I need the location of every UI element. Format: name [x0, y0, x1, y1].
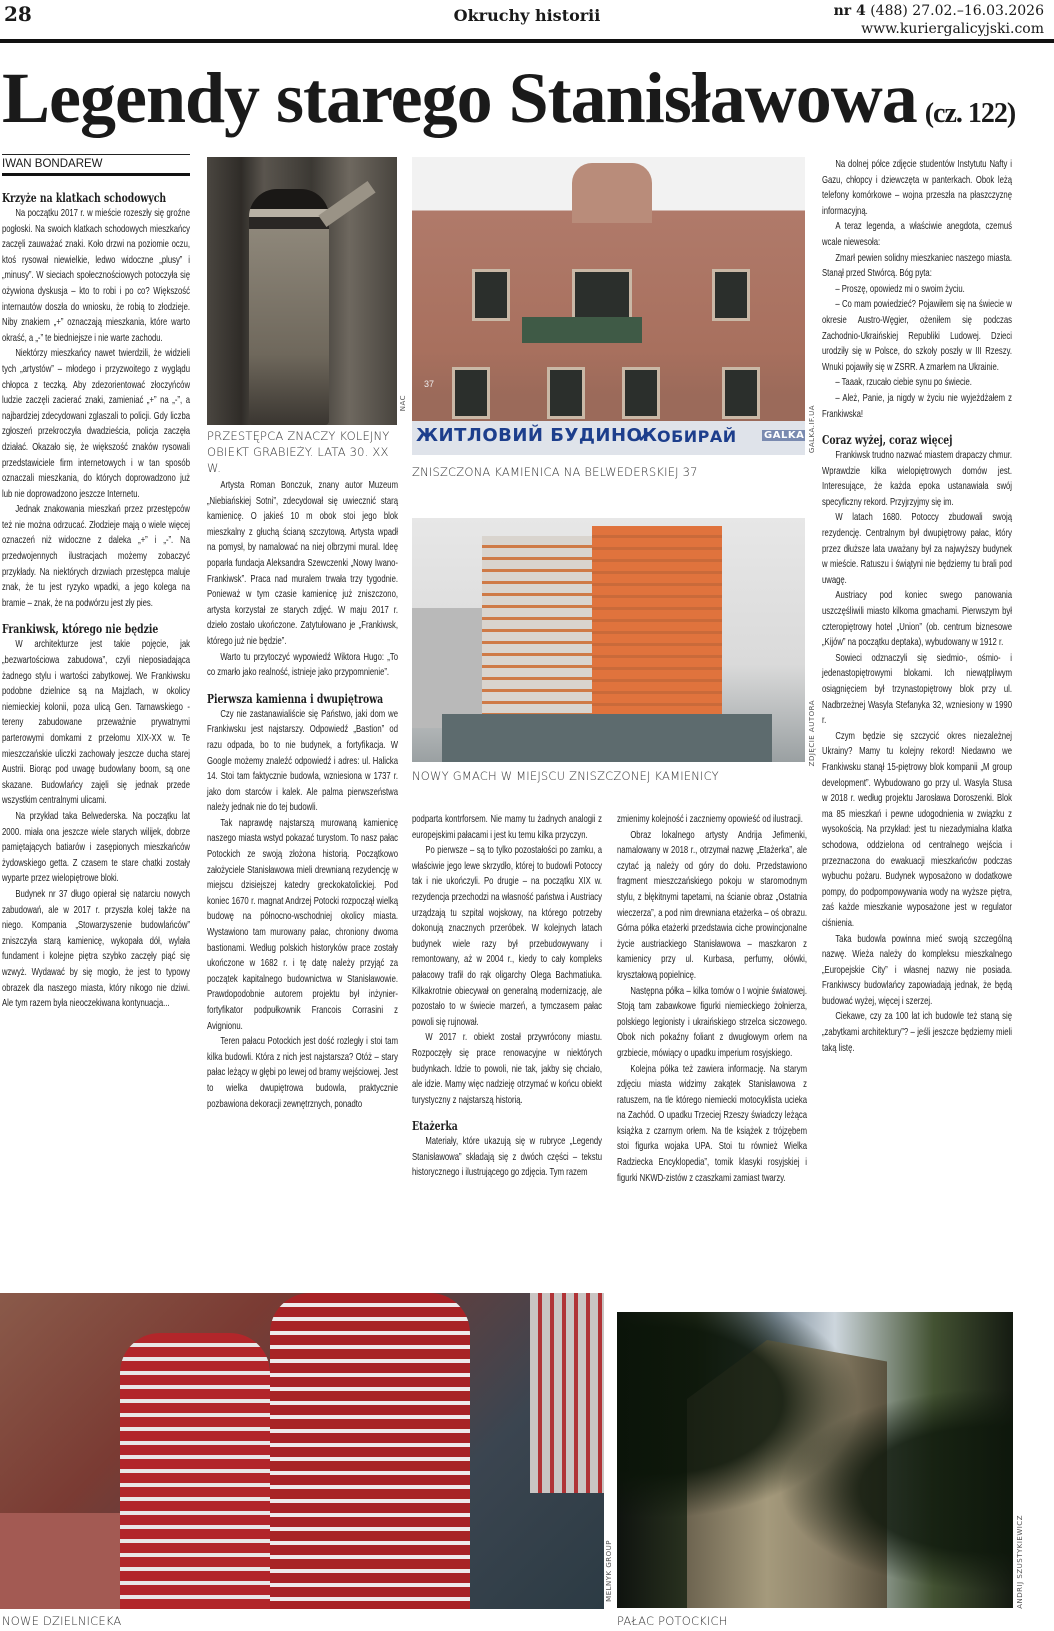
paragraph: Taka budowla powinna mieć swoją szczególną nazwę. Wieża należy do kompleksu mieszkalnego „Europejskie City” i własnej nazwy nie posiada. Frankiwscy budowlańcy zapowiadają jednak, że będą budować wyżej, więcej i szerzej.	[822, 933, 1012, 1007]
photo-banner	[412, 421, 805, 455]
paragraph: – Taaak, rzucało ciebie synu po świecie.	[835, 377, 972, 389]
paragraph: W latach 1680. Potoccy zbudowali swoją rezydencję. Centralnym był dwupiętrowy pałac, który przez dłuższe lata uważany był za najwyższy budynek w mieście. Ratuszu i świątyni nie będziemy tu brali pod uwagę.	[822, 512, 1012, 586]
banner-text-left: ЖИТЛОВИЙ БУДИНОК	[416, 425, 658, 446]
paragraph: Obraz lokalnego artysty Andrija Jefimenki, namalowany w 2018 r., otrzymał nazwę „Etażerka”, ale czytać ją należy od góry do dołu. Przedstawiono fragment mieszczańskiego pokoju w staromodnym stylu, z błękitnymi tapetami, na ścianie obraz „Ostatnia wieczerza”, a pod nim drewniana etażerka – oś obrazu. Górna półka etażerki przedstawia ciche prowincjonalne życie austriackiego Stanisławowa – maszkaron z kamienicy przy ul. Kurbasa, perfumy, ołówki, kryształową popielnicę.	[617, 829, 807, 981]
paragraph: Artysta Roman Bonczuk, znany autor Muzeum „Niebiańskiej Sotni”, zdecydował się uwiecznić starą kamienicę. O jakieś 10 m obok stoi jego blok mieszkalny z głuchą ścianą szczytową. Artysta wpadł na pomysł, by namalować na niej olbrzymi mural. Ideę poparła fundacja Aleksandra Szewczenki „Nowy Iwano-Frankiwsk”. Praca nad muralem trwała trzy tygodnie. Ponieważ w tym czasie kamienicę już zniszczono, artysta korzystał ze starych zdjęć. W maju 2017 r. dzieło zostało ukończone. Zatytułowano je „Frankiwsk, którego już nie będzie”.	[207, 480, 398, 647]
photo-destroyed-tenement	[412, 157, 805, 455]
paragraph: Tak naprawdę najstarszą murowaną kamienicę naszego miasta wstyd pokazać turystom. To nasz pałac Potockich ze swoją złożona historią. Początkowo założyciele Stanisławowa mieli drewnianą rezydencję w miejscu dzisiejszej katedry greckokatolickiej. Pod koniec 1670 r. magnat Andrzej Potocki rozpoczął wielką budowę na północno-wschodniej okolicy miasta. Wystawiono tam murowany pałac, chroniony dwoma bastionami. Według polskich historyków prace zostały ukończone w 1682 r. i tę datę należy przyjąć za początek kapitalnego budownictwa w Stanisławowie. Prawdopodobnie autorem projektu był inżynier-fortyfikator podpułkownik Francois Corrasini z Avignionu.	[207, 817, 398, 1032]
photo-caption-1: PRZESTĘPCA ZNACZY KOLEJNY OBIEKT GRABIEŻY. LATA 30. XX W.	[207, 429, 390, 475]
issue-info	[834, 2, 1044, 38]
photo-balcony	[522, 317, 642, 343]
paragraph: W architekturze jest takie pojęcie, jak „bezwartościowa zabudowa”, czyli nieposiadająca żadnego stylu i wartości zabytkowej. We Frankiwsku podobne dzielnice są na Majzlach, w okolicy niemieckiej kolonii, poza ulicą Gen. Tarnawskiego - tereny zabudowane przeważnie prywatnymi parterowymi domkami z przełomu XIX-XX w. Te mieszczańskie uliczki zachowały jeszcze ducha starej Austrii. Biorąc pod uwagę budowlany boom, są one skazane. Budowlańcy zajęli się jednak przede wszystkim centralnymi ulicami.	[2, 639, 190, 807]
paragraph: Jednak znakowania mieszkań przez przestępców też nie można odrzucać. Złodzieje mają o wiele więcej oznaczeń niż widoczne z daleka „+” i „-”. Na przedwojennych ilustracjach możemy zobaczyć przykłady. Na niektórych drzwiach przestępca maluje znak, że tu jest ryzyko wpadki, a jego kolega na bramie – znak, że na podwórzu jest zły pies.	[2, 504, 190, 609]
paragraph: Zmarł pewien solidny mieszkaniec naszego miasta. Stanął przed Stwórcą. Bóg pyta:	[822, 252, 1012, 280]
paragraph: Czy nie zastanawialiście się Państwo, jaki dom we Frankiwsku jest najstarszy. Odpowiedź „Bastion” od razu odpada, bo to nie budynek, a fortyfikacja. W Google możemy znaleźć odpowiedź i adres: ul. Halicka 14. Stoi tam faktycznie budowla, wzniesiona w 1737 r. jako dom starców i kalek. Ale palma pierwszeństwa należy jednak nie do tej budowli.	[207, 708, 398, 814]
paragraph: Warto tu przytoczyć wypowiedź Wiktora Hugo: „To co zmarło jako realność, istnieje jako przypomnienie”.	[207, 651, 398, 679]
paragraph: – Proszę, opowiedz mi o swoim życiu.	[835, 283, 965, 295]
paragraph: Sowieci odznaczyli się siedmio-, ośmio- i jedenastopiętrowymi blokami. Ich niewątpliwym osiągnięciem był trzynastopiętrowy blok przy ul. Nadbrzeżnej Wasyla Stefanyka 32, wzniesiony w 1990 r.	[822, 652, 1012, 727]
photo-house-number: 37	[424, 379, 435, 389]
photo-parking-lot	[0, 1513, 140, 1609]
photo-caption-2: ZNISZCZONA KAMIENICA NA BELWEDERSKIEJ 37	[412, 465, 698, 479]
article-title-text: Legendy starego Stanisławowa	[2, 58, 917, 138]
photo-caption-3: NOWY GMACH W MIEJSCU ZNISZCZONEJ KAMIENICY	[412, 769, 719, 783]
photo-figure	[249, 189, 329, 425]
column-2	[207, 478, 398, 1112]
photo-ground-floor	[442, 714, 772, 762]
photo-credit-1: NAC	[399, 395, 407, 412]
photo-credit-4: MELNYK GROUP	[605, 1540, 613, 1602]
photo-tower	[270, 1293, 470, 1609]
photo-caption-4: NOWE DZIELNICEKA	[2, 1614, 122, 1628]
paragraph: – Co mam powiedzieć? Pojawiłem się na świecie w okresie Austro-Węgier, ożeniłem się podczas Zachodnio-Ukraińskiej Republiki Ludowej. Dzieci urodziły się w Polsce, do szkoły poszły w III Rzeszy. Wnuki pojawiły się w ZSRR. A zmarłem na Ukrainie.	[822, 299, 1012, 373]
photo-criminal-marking-door	[207, 157, 397, 425]
photo-arm	[318, 181, 375, 227]
paragraph: Na początku 2017 r. w mieście rozeszły się groźne pogłoski. Na swoich klatkach schodowych mieszkańcy zaczęli zauważać znaki. Koło drzwi na poziomie oczu, ktoś rysował niewielkie, ledwo widoczne „plusy” i „minusy”. W sieciach społecznościowych potoczyła się ożywiona dyskusja – kto to robi i po co? Większość internautów doszła do wniosku, że robią to złodzieje. Niby znakiem „+” oznaczają mieszkania, które warto okraść, a „-” te biedniejsze i nie warte zachodu.	[2, 208, 190, 344]
column-2-box	[207, 478, 398, 1288]
photo-window	[722, 367, 760, 419]
section-heading: Krzyże na klatkach schodowych	[2, 190, 167, 205]
banner-text-right: ✔ ОБИРАЙ	[637, 427, 737, 446]
header-divider	[0, 39, 1054, 43]
column-4-box	[617, 812, 807, 1307]
issue-dates: (488) 27.02.–16.03.2026	[870, 3, 1044, 19]
author-byline: IWAN BONDAREW	[2, 154, 190, 176]
photo-window	[472, 269, 510, 321]
photo-window	[547, 367, 585, 419]
paragraph: Budynek nr 37 długo opierał się natarciu nowych zabudowań, ale w 2017 r. przyszła kolej także na niego. Kompania „Stowarzyszenie budowlańców” zniszczyła starą kamienicę, wykopała dół, wylała fundament i kolejne piętra szybko zaczęły piąć się wzwyż. Wydawać by się mogło, że jest to typowy obrazek dla naszego miasta, który nikogo nie dziwi. Ale tym razem była nieoczekiwana kontynuacja...	[2, 888, 190, 1010]
photo-trees	[617, 1312, 1013, 1608]
paragraph: Następna półka – kilka tomów o I wojnie światowej. Stoją tam zabawkowe figurki niemieckiego żołnierza, polskiego legionisty i ukraińskiego strzelca siczowego. Obok nich pokaźny foliant z dwugłowym orłem na grzbiecie, mówiący o upadku imperium rosyjskiego.	[617, 985, 807, 1059]
column-4	[617, 812, 807, 1186]
paragraph: Kolejna półka też zawiera informację. Na starym zdjęciu miasta widzimy zakątek Stanisławowa z ratuszem, na tle którego niemiecki motocyklista ucieka na Zachód. O upadku Trzeciej Rzeszy świadczy leżąca książka z czarnym orłem. Na tle książek z trójzębem stoi figurka wojaka UPA. Stoi tu również Wielka Radziecka Encyklopedia”, tomik klasyki rosyjskiej i figurki NKWD-zistów z czaszkami zamiast twarzy.	[617, 1063, 807, 1184]
paragraph: Na dolnej półce zdjęcie studentów Instytutu Nafty i Gazu, chłopcy i dziewczęta w panterkach. Obok leżą telefony komórkowe – wojna przeszła na płaszczyznę informacyjną.	[822, 159, 1012, 217]
photo-gable	[572, 163, 652, 223]
column-1	[2, 190, 190, 1012]
photo-credit-5: ANDRIJ SZUSTYKIEWICZ	[1016, 1515, 1024, 1609]
section-heading: Frankiwsk, którego nie będzie	[2, 621, 159, 637]
paragraph: podparta kontrforsem. Nie mamy tu żadnych analogii z europejskimi pałacami i jest ku temu kilka przyczyn.	[412, 814, 602, 841]
paragraph: Niektórzy mieszkańcy nawet twierdzili, że widzieli tych „artystów” – młodego i przyzwoitego z wyglądu chłopca z teczką. Aby zdezorientować złoczyńców ludzie zaczęli zacierać znaki, zamieniać „+” na „-”, a najbardziej zdecydowani zglaszali to policji. Gdy liczba zgłoszeń przekroczyła dwadzieścia, policja zaczęła działać. Okazało się, że większość znaków rysowali przedstawiciele firm internetowych i w tan sposób oznaczali mieszkania, do których doprowadzono już lub nie doprowadzono jeszcze Internetu.	[2, 348, 190, 500]
photo-window	[572, 269, 632, 321]
banner-logo: GALKA	[764, 430, 805, 441]
photo-potocki-palace	[617, 1312, 1013, 1608]
paragraph: Na przykład taka Belwederska. Na początku lat 2000. miała ona jeszcze wiele starych wilijek, dobrze pamiętających batiarów i zasępionych mieszkańców żydowskiego getta. Z czasem te stare chatki zostały wyparte przez wielopiętrowe bloki.	[2, 810, 190, 885]
column-5	[822, 157, 1012, 1056]
photo-new-districts	[0, 1293, 604, 1609]
photo-window	[622, 367, 660, 419]
column-1-box	[2, 190, 190, 1288]
paragraph: zmienimy kolejność i zaczniemy opowieść od ilustracji.	[617, 814, 803, 825]
section-heading: Etażerka	[412, 1118, 458, 1134]
section-title: Okruchy historii	[453, 6, 601, 25]
photo-window	[452, 367, 490, 419]
issue-number: nr 4	[833, 3, 866, 19]
article-title	[2, 58, 1015, 154]
section-heading: Pierwsza kamienna i dwupiętrowa	[207, 690, 384, 706]
paragraph: – Ależ, Panie, ja nigdy w życiu nie wyjeżdżałem z Frankiwska!	[822, 392, 1012, 420]
paragraph: Frankiwsk trudno nazwać miastem drapaczy chmur. Wprawdzie kilka wielopiętrowych domów jest. Interesujące, że każda epoka ustanawiała swój specyficzny rekord. Przyjrzyjmy się im.	[822, 450, 1012, 508]
paragraph: Czym będzie się szczycić okres niezależnej Ukrainy? Mamy tu kolejny rekord! Niedawno we Frankiwsku stanął 15-piętrowy blok kompanii „M group development”. Wybudowano go przy ul. Wasyla Stusa w 2018 r. według projektu Jarosława Doroszenki. Blok ma 85 mieszkań i pewne udogodnienia w związku z wysokością. Na przykład: jest tu niezadymialna klatka schodowa, oddzielona od centralnego wejścia i przeznaczona do ewakuacji mieszkańców podczas wybuchu pożaru. Budynek wyposażono w dodatkowe pompy, do podpompowywania wody na wyższe piętra, zaś każde mieszkanie wyposażone jest w regulator ciśnienia.	[822, 730, 1012, 929]
paragraph: W 2017 r. obiekt został przywrócony miastu. Rozpoczęły się prace renowacyjne w niektórych budynkach. Idzie to powoli, nie tak, jakby się chciało, ale idzie. Mamy więc nadzieję otrzymać w końcu obiekt turystyczny z najstarszą historią.	[412, 1032, 602, 1106]
paragraph: Teren pałacu Potockich jest dość rozległy i stoi tam kilka budowli. Która z nich jest najstarsza? Otóż – stary pałac leżący w głębi po lewej od bramy wejściowej. Jest to wielka dwupiętrowa budowla, praktycznie pozbawiona dekoracji zewnętrznych, ponadto	[207, 1036, 398, 1110]
photo-side-building	[412, 608, 492, 728]
photo-new-building	[412, 518, 805, 762]
photo-tower	[530, 1293, 604, 1493]
paragraph: Ciekawe, czy za 100 lat ich budowle też staną się „zabytkami architektury”? – jeśli jeszcze będziemy mieli taką listę.	[822, 1011, 1012, 1054]
website-link[interactable]: www.kuriergalicyjski.com	[861, 21, 1044, 37]
photo-caption-5: PAŁAC POTOCKICH	[617, 1614, 728, 1628]
paragraph: Austriacy pod koniec swego panowania uszczęśliwili miasto kilkoma gmachami. Pierwszym był czteropiętrowy hotel „Union” (ob. centrum biznesowe „Kijów” na początku deptaka), wybudowany w 1912 r.	[822, 590, 1012, 649]
paragraph: A teraz legenda, a właściwie anegdota, czemuś wcale niewesoła:	[822, 221, 1012, 248]
photo-credit-2: GALKA.IF.UA	[808, 405, 816, 454]
photo-window	[712, 269, 750, 321]
article-part: (cz. 122)	[924, 98, 1016, 129]
paragraph: Materiały, które ukazują się w rubryce „Legendy Stanisławowa” składają się z dwóch części – tekstu historycznego i ilustrującego go zdjęcia. Tym razem	[412, 1136, 602, 1179]
photo-tower	[120, 1333, 270, 1609]
photo-credit-3: ZDJĘCIE AUTORA	[808, 700, 816, 767]
paragraph: Po pierwsze – są to tylko pozostałości po zamku, a właściwie jego lewe skrzydło, której to budowli Potoccy tak i nie ukończyli. Po drugie – na początku XIX w. rezydencja przechodzi na własność państwa i Austriacy urządzają tu szpital wojskowy, na którego potrzeby dokonują znacznych przeróbek. W kolejnych latach budynek wiele razy był przebudowywany i remontowany, aż w 2004 r., kiedy to cały kompleks pałacowy trafił do rąk oligarchy Olega Bachmatiuka. Kilkakrotnie obiecywał on generalną modernizację, ale pozostało to w świecie marzeń, a tymczasem pałac powoli się rujnował.	[412, 845, 602, 1028]
page-number: 28	[4, 2, 32, 26]
column-5-box	[822, 157, 1012, 1307]
column-3	[412, 812, 602, 1181]
photo-tower-orange	[592, 526, 722, 726]
section-heading: Coraz wyżej, coraz więcej	[822, 432, 953, 448]
column-3-box	[412, 812, 602, 1288]
